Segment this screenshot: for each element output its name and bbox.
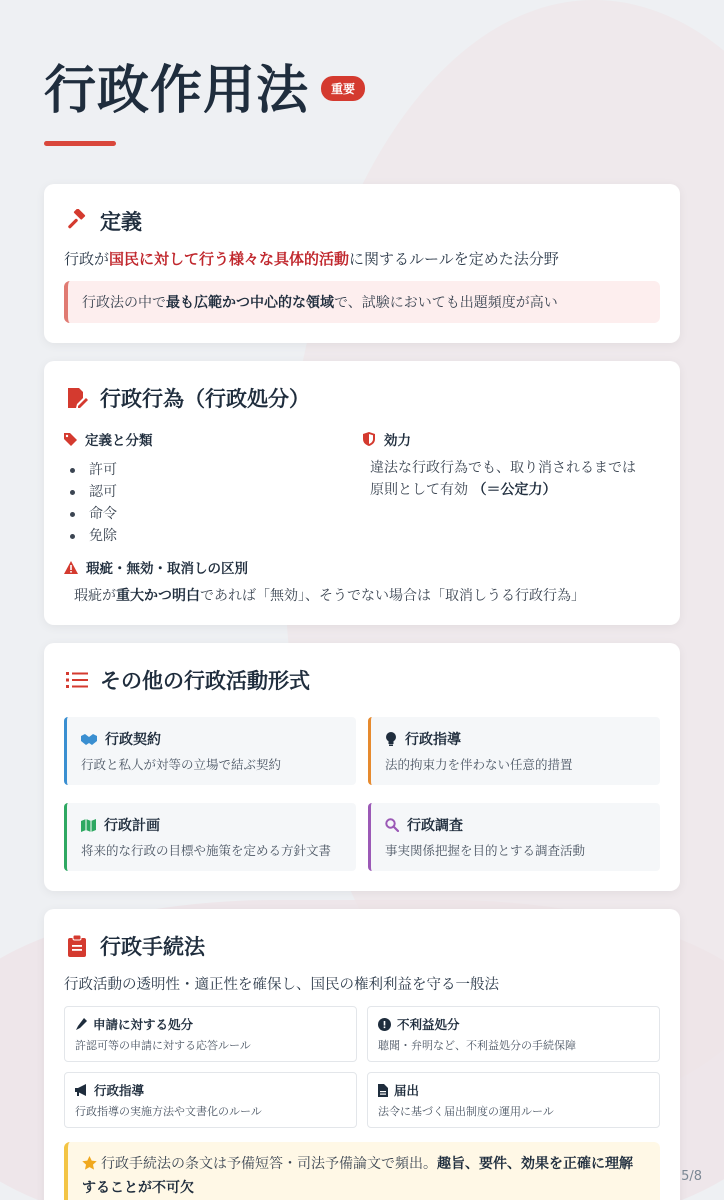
procedure-tile: [367, 1006, 660, 1062]
list-icon: [64, 667, 90, 693]
activity-forms-card: [44, 643, 680, 891]
list-item: 認可: [70, 481, 362, 503]
page-number: 5/8: [681, 1169, 702, 1184]
classification-column: [64, 429, 362, 547]
tile-title: 行政指導: [94, 1083, 145, 1098]
card-header: [64, 931, 660, 961]
tile-desc: 法的拘束力を伴わない任意的措置: [385, 757, 573, 772]
effect-column: [362, 429, 660, 547]
title-row: [44, 0, 680, 123]
card-title: その他の行政活動形式: [100, 669, 310, 693]
definition-note: 行政法の中で最も広範かつ中心的な領域で、試験においても出題頻度が高い: [64, 281, 660, 323]
shield-icon: [362, 432, 376, 446]
procedure-intro: 行政活動の透明性・適正性を確保し、国民の権利利益を守る一般法: [64, 977, 499, 993]
tile-desc: 聴聞・弁明など、不利益処分の手続保障: [378, 1039, 576, 1052]
tile-title: 申請に対する処分: [93, 1017, 194, 1032]
flaw-text: 瑕疵が重大かつ明白であれば「無効」、そうでない場合は「取消しうる行政行為」: [74, 588, 585, 604]
warning-icon: [64, 561, 78, 574]
tile-title: 行政契約: [105, 732, 161, 748]
page-title: 行政作用法: [44, 61, 310, 121]
classification-heading: 定義と分類: [64, 429, 362, 449]
card-header: [64, 665, 660, 695]
flaw-block: [64, 557, 660, 605]
tile-desc: 将来的な行政の目標や施策を定める方針文書: [81, 843, 332, 858]
title-underline: [44, 141, 116, 146]
clipboard-icon: [64, 933, 90, 959]
handshake-icon: [81, 733, 97, 745]
procedure-note: 行政手続法の条文は予備短答・司法予備論文で頻出。趣旨、要件、効果を正確に理解することが不可欠: [64, 1142, 660, 1200]
lightbulb-icon: [385, 732, 397, 746]
form-tile: [64, 803, 356, 871]
tile-title: 行政指導: [405, 732, 461, 748]
tile-title: 届出: [394, 1083, 420, 1098]
tile-desc: 許認可等の申請に対する応答ルール: [75, 1039, 251, 1052]
form-tile: [368, 803, 660, 871]
procedure-grid: [64, 1006, 660, 1128]
card-title: 定義: [100, 210, 142, 234]
flaw-heading: 瑕疵・無効・取消しの区別: [64, 557, 660, 577]
megaphone-icon: [75, 1084, 88, 1096]
act-columns: [64, 429, 660, 547]
list-item: 許可: [70, 459, 362, 481]
tile-desc: 行政指導の実施方法や文書化のルール: [75, 1105, 262, 1118]
importance-badge: 重要: [321, 76, 365, 101]
tile-title: 行政調査: [407, 818, 463, 834]
document-edit-icon: [64, 385, 90, 411]
card-title: 行政手続法: [100, 935, 205, 959]
file-icon: [378, 1084, 388, 1097]
pen-icon: [75, 1018, 87, 1030]
procedure-tile: [64, 1006, 357, 1062]
form-tile: [368, 717, 660, 785]
procedure-card: [44, 909, 680, 1200]
form-tile: [64, 717, 356, 785]
star-icon: [82, 1156, 97, 1170]
exclamation-icon: [378, 1018, 391, 1031]
tile-desc: 事実関係把握を目的とする調査活動: [385, 843, 586, 858]
card-header: [64, 383, 660, 413]
procedure-tile: [367, 1072, 660, 1128]
tile-title: 行政計画: [104, 818, 160, 834]
administrative-act-card: [44, 361, 680, 625]
tag-icon: [64, 433, 77, 446]
card-title: 行政行為（行政処分）: [100, 387, 310, 411]
gavel-icon: [64, 208, 90, 234]
tile-desc: 行政と私人が対等の立場で結ぶ契約: [81, 757, 282, 772]
forms-grid: [64, 717, 660, 871]
procedure-tile: [64, 1072, 357, 1128]
definition-card: [44, 184, 680, 343]
effect-text: 違法な行政行為でも、取り消されるまでは 原則として有効 （＝公定力）: [370, 460, 636, 498]
list-item: 免除: [70, 525, 362, 547]
effect-heading: 効力: [362, 429, 660, 449]
card-header: [64, 206, 660, 236]
search-icon: [385, 818, 399, 832]
list-item: 命令: [70, 503, 362, 525]
tile-desc: 法令に基づく届出制度の運用ルール: [378, 1105, 554, 1118]
definition-text: 行政が国民に対して行う様々な具体的活動に関するルールを定めた法分野: [64, 250, 559, 268]
classification-list: [64, 459, 362, 547]
map-icon: [81, 819, 96, 832]
tile-title: 不利益処分: [397, 1017, 460, 1032]
